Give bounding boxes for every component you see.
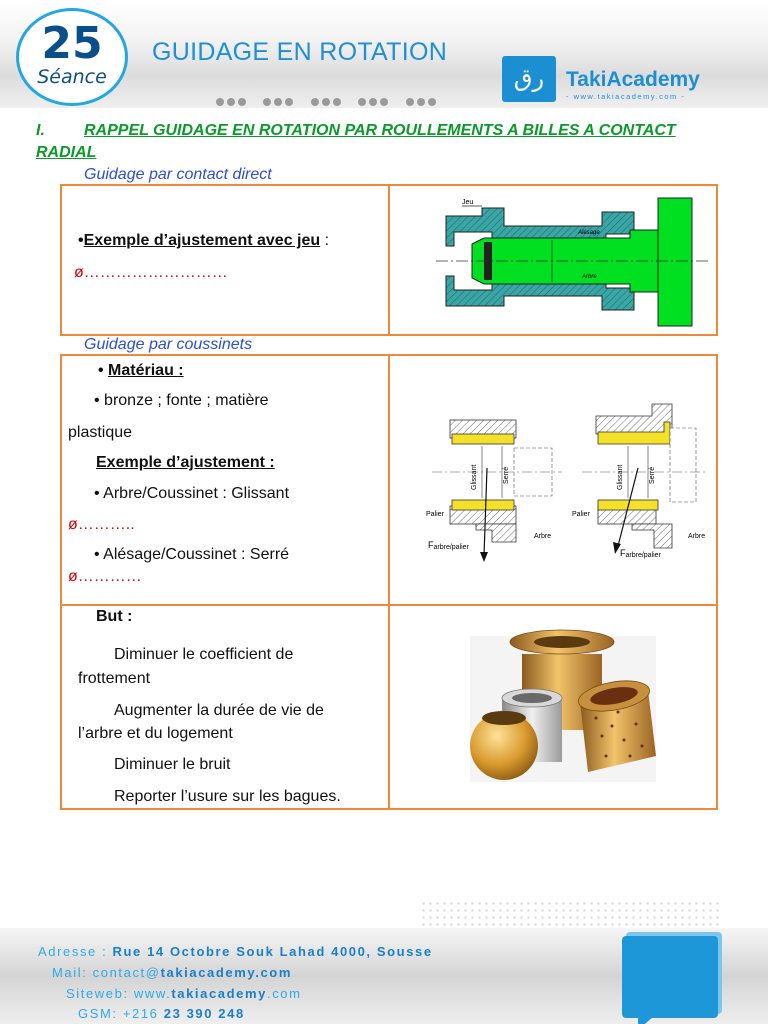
coussinets-example-label: Exemple d’ajustement : <box>96 454 275 471</box>
label-arbre-right: Arbre <box>688 533 706 540</box>
subhead-direct: Guidage par contact direct <box>84 166 272 183</box>
but-line4: Reporter l’usure sur les bagues. <box>114 788 341 805</box>
but-line2b: l’arbre et du logement <box>78 725 233 742</box>
takiacademy-logo <box>502 52 722 106</box>
session-label: Séance <box>37 66 107 88</box>
label-palier-right: Palier <box>572 511 590 518</box>
material-heading: • Matériau : <box>98 362 184 379</box>
section-title <box>36 120 736 164</box>
bushings-photo <box>392 606 718 806</box>
direct-example-label: Exemple d’ajustement avec jeu <box>83 232 321 249</box>
flanged-bushing-figure <box>572 404 708 559</box>
figure-label-arbre: Arbre <box>582 274 597 280</box>
but-label: But : <box>96 608 133 625</box>
footer-address: Adresse : Rue 14 Octobre Souk Lahad 4000, Sousse <box>38 944 433 959</box>
footer-gsm: GSM: +216 23 390 248 <box>78 1006 245 1021</box>
label-serre-right: Serré <box>649 466 656 484</box>
but-line1a: Diminuer le coefficient de <box>114 646 294 663</box>
direct-example: •Exemple d’ajustement avec jeu : <box>78 232 330 249</box>
footer-logo-icon <box>622 936 718 1018</box>
label-glissant-left: Glissant <box>471 464 478 490</box>
figure-label-alesage: Alésage <box>578 230 600 236</box>
page-title: GUIDAGE EN ROTATION <box>152 38 448 66</box>
table-coussinets <box>60 354 718 606</box>
direct-fit-blank: ø……………………… <box>74 264 228 281</box>
label-arbre-left: Arbre <box>534 533 552 540</box>
fit2-text: • Alésage/Coussinet : Serré <box>94 546 290 563</box>
force-label-right: Farbre/palier <box>620 548 661 559</box>
decorative-dot-grid <box>420 900 720 930</box>
coussinets-figure-cell <box>392 356 716 604</box>
session-badge <box>16 8 128 106</box>
section-number: I. <box>36 122 45 139</box>
direct-example-colon: : <box>320 232 330 249</box>
section-title-line1: RAPPEL GUIDAGE EN ROTATION PAR ROULLEMENTS A BILLES A CONTACT <box>84 122 676 139</box>
section-title-line2: RADIAL <box>36 144 97 161</box>
table-contact-direct <box>60 184 718 336</box>
plain-bearing-drawing <box>392 186 718 334</box>
direct-text-cell <box>62 186 390 334</box>
table-but <box>60 606 718 810</box>
fit1-text: • Arbre/Coussinet : Glissant <box>94 485 290 502</box>
coussinets-text-cell <box>62 356 390 604</box>
but-line3: Diminuer le bruit <box>114 756 231 773</box>
composite-bushing-photo <box>576 676 656 772</box>
but-text-cell <box>62 606 390 808</box>
label-serre-left: Serré <box>503 466 510 484</box>
logo-url: - www.takiacademy.com - <box>566 92 686 101</box>
page-header <box>0 0 768 108</box>
figure-label-jeu: Jeu <box>462 199 474 206</box>
footer-site: Siteweb: www.takiacademy.com <box>66 986 302 1001</box>
material-label: Matériau : <box>108 362 184 379</box>
logo-name: TakiAcademy <box>566 68 700 91</box>
fit2-blank: ø………… <box>68 568 142 585</box>
decorative-dots <box>216 93 439 111</box>
logo-icon: رق <box>502 56 556 102</box>
direct-figure-cell <box>392 186 716 334</box>
fit1-blank: ø……….. <box>68 516 135 533</box>
but-line1b: frottement <box>78 670 151 687</box>
cylindrical-bushing-figure <box>426 420 562 562</box>
material-line2: plastique <box>68 424 133 441</box>
label-glissant-right: Glissant <box>617 464 624 490</box>
subhead-coussinets: Guidage par coussinets <box>84 336 253 353</box>
bushing-drawings <box>392 356 718 604</box>
but-line2a: Augmenter la durée de vie de <box>114 702 324 719</box>
force-label-left: Farbre/palier <box>428 540 469 551</box>
label-palier-left: Palier <box>426 511 444 518</box>
session-number: 25 <box>41 18 103 69</box>
footer-mail: Mail: contact@takiacademy.com <box>52 965 293 980</box>
material-line1: • bronze ; fonte ; matière <box>94 392 269 409</box>
but-photo-cell <box>392 606 716 808</box>
